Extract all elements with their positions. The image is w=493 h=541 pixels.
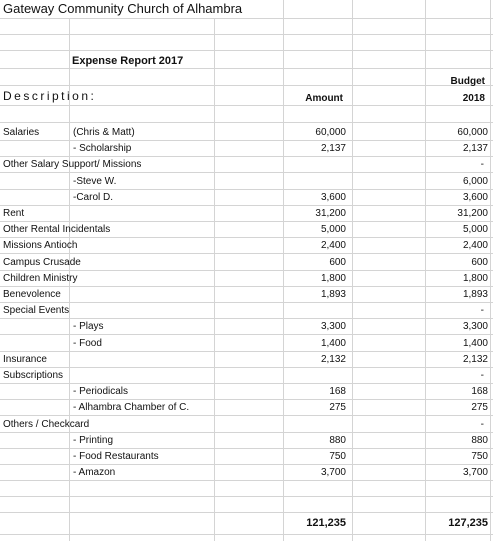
row-budget[interactable]: 1,893	[462, 289, 488, 300]
row-detail[interactable]: - Plays	[73, 321, 104, 332]
row-label[interactable]: Campus Crusade	[3, 257, 81, 268]
row-detail[interactable]: -Carol D.	[73, 192, 114, 203]
grid-row-line	[0, 318, 493, 319]
row-budget[interactable]: 2,137	[462, 143, 488, 154]
row-budget[interactable]: -	[480, 419, 484, 430]
grid-row-line	[0, 464, 493, 465]
description-header[interactable]: Description:	[3, 89, 97, 103]
row-detail[interactable]: - Alhambra Chamber of C.	[73, 402, 190, 413]
row-amount[interactable]: 1,893	[320, 289, 346, 300]
row-budget[interactable]: 5,000	[462, 224, 488, 235]
grid-row-line	[0, 383, 493, 384]
row-label[interactable]: Others / Checkcard	[3, 419, 90, 430]
church-title[interactable]: Gateway Community Church of Alhambra	[3, 1, 243, 16]
row-budget[interactable]: 3,300	[462, 321, 488, 332]
row-budget[interactable]: 2,132	[462, 354, 488, 365]
row-amount[interactable]: 880	[329, 435, 346, 446]
grid-row-line	[0, 496, 493, 497]
row-detail[interactable]: -Steve W.	[73, 176, 117, 187]
row-budget[interactable]: -	[480, 159, 484, 170]
row-amount[interactable]: 1,400	[320, 338, 346, 349]
grid-row-line	[0, 172, 493, 173]
grid-row-line	[0, 286, 493, 287]
grid-row-line	[0, 270, 493, 271]
grid-row-line	[0, 122, 493, 123]
row-budget[interactable]: -	[480, 370, 484, 381]
row-budget[interactable]: 2,400	[462, 240, 488, 251]
grid-row-line	[0, 237, 493, 238]
row-amount[interactable]: 60,000	[315, 127, 346, 138]
row-budget[interactable]: 3,600	[462, 192, 488, 203]
row-detail[interactable]: (Chris & Matt)	[73, 127, 135, 138]
row-budget[interactable]: 3,700	[462, 467, 488, 478]
report-title[interactable]: Expense Report 2017	[72, 55, 184, 67]
row-label[interactable]: Insurance	[3, 354, 47, 365]
grid-row-line	[0, 302, 493, 303]
row-amount[interactable]: 5,000	[320, 224, 346, 235]
row-amount[interactable]: 1,800	[320, 273, 346, 284]
row-amount[interactable]: 2,137	[320, 143, 346, 154]
row-budget[interactable]: 1,400	[462, 338, 488, 349]
grid-row-line	[0, 415, 493, 416]
row-budget[interactable]: 168	[471, 386, 488, 397]
row-detail[interactable]: - Periodicals	[73, 386, 129, 397]
row-budget[interactable]: 6,000	[462, 176, 488, 187]
row-budget[interactable]: -	[480, 305, 484, 316]
grid-row-line	[0, 156, 493, 157]
grid-row-line	[0, 205, 493, 206]
row-budget[interactable]: 880	[471, 435, 488, 446]
row-budget[interactable]: 31,200	[457, 208, 488, 219]
row-detail[interactable]: - Food Restaurants	[73, 451, 159, 462]
total-amount[interactable]: 121,235	[306, 517, 346, 529]
row-label[interactable]: Special Events	[3, 305, 70, 316]
row-amount[interactable]: 2,132	[320, 354, 346, 365]
grid-row-line	[0, 189, 493, 190]
row-label[interactable]: Subscriptions	[3, 370, 64, 381]
row-amount[interactable]: 3,300	[320, 321, 346, 332]
grid-row-line	[0, 253, 493, 254]
row-label[interactable]: Salaries	[3, 127, 40, 138]
row-amount[interactable]: 2,400	[320, 240, 346, 251]
budget-year-header[interactable]: 2018	[462, 93, 485, 104]
row-amount[interactable]: 3,600	[320, 192, 346, 203]
row-label[interactable]: Missions Antioch	[3, 240, 78, 251]
grid-row-line	[0, 85, 493, 86]
row-amount[interactable]: 750	[329, 451, 346, 462]
row-budget[interactable]: 275	[471, 402, 488, 413]
row-budget[interactable]: 600	[471, 257, 488, 268]
row-label[interactable]: Rent	[3, 208, 25, 219]
total-budget[interactable]: 127,235	[448, 517, 488, 529]
row-amount[interactable]: 275	[329, 402, 346, 413]
budget-header[interactable]: Budget	[450, 76, 485, 87]
grid-row-line	[0, 367, 493, 368]
grid-row-line	[0, 221, 493, 222]
grid-row-line	[0, 68, 493, 69]
row-label[interactable]: Children Ministry	[3, 273, 78, 284]
row-amount[interactable]: 31,200	[315, 208, 346, 219]
row-label[interactable]: Benevolence	[3, 289, 61, 300]
grid-row-line	[0, 448, 493, 449]
grid-row-line	[0, 334, 493, 335]
grid-row-line	[0, 140, 493, 141]
grid-row-line	[0, 480, 493, 481]
row-amount[interactable]: 600	[329, 257, 346, 268]
row-detail[interactable]: - Amazon	[73, 467, 116, 478]
row-budget[interactable]: 1,800	[462, 273, 488, 284]
grid-row-line	[0, 534, 493, 535]
amount-header[interactable]: Amount	[305, 93, 343, 104]
grid-row-line	[0, 18, 493, 19]
row-label[interactable]: Other Salary Support/ Missions	[3, 159, 142, 170]
row-amount[interactable]: 168	[329, 386, 346, 397]
grid-row-line	[0, 105, 493, 106]
grid-row-line	[0, 50, 493, 51]
row-detail[interactable]: - Scholarship	[73, 143, 132, 154]
row-amount[interactable]: 3,700	[320, 467, 346, 478]
grid-row-line	[0, 351, 493, 352]
row-label[interactable]: Other Rental Incidentals	[3, 224, 111, 235]
grid-row-line	[0, 432, 493, 433]
grid-row-line	[0, 399, 493, 400]
row-detail[interactable]: - Food	[73, 338, 102, 349]
row-budget[interactable]: 60,000	[457, 127, 488, 138]
grid-row-line	[0, 34, 493, 35]
row-budget[interactable]: 750	[471, 451, 488, 462]
row-detail[interactable]: - Printing	[73, 435, 114, 446]
grid-row-line	[0, 512, 493, 513]
